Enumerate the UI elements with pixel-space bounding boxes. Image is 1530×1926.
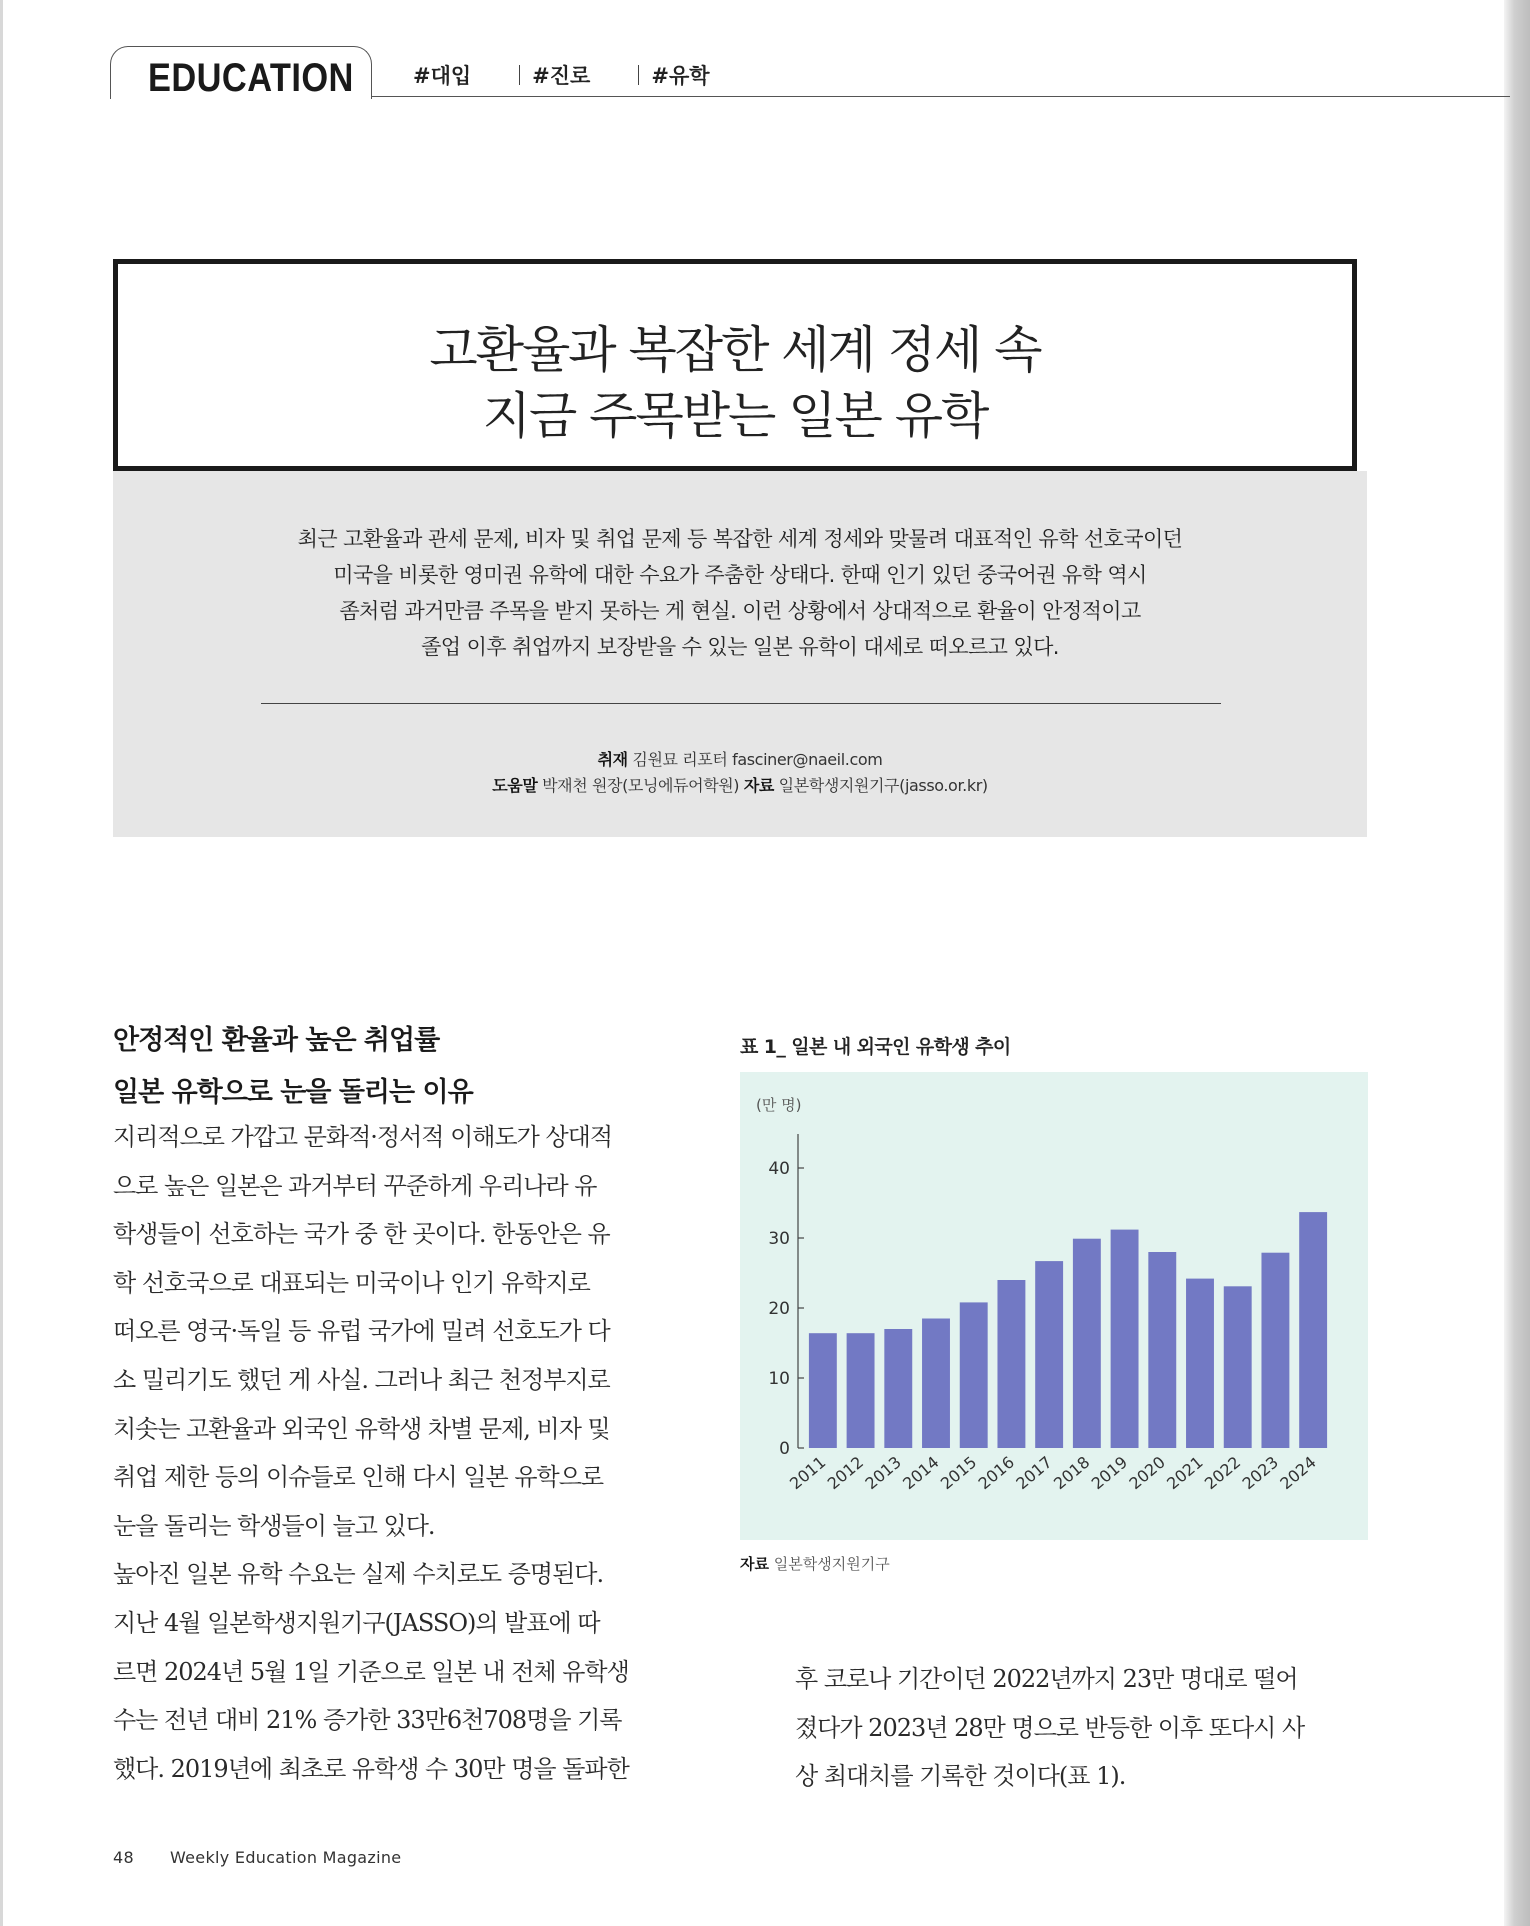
title-box xyxy=(113,259,1357,471)
credit-value: 일본학생지원기구(jasso.or.kr) xyxy=(778,776,988,795)
body-line: 눈을 돌리는 학생들이 늘고 있다. xyxy=(113,1511,435,1540)
page-curl-shadow xyxy=(1504,0,1530,1926)
chart-panel xyxy=(740,1072,1368,1540)
x-tick-label: 2013 xyxy=(861,1452,905,1494)
y-tick-label: 0 xyxy=(779,1439,790,1459)
article-subheading xyxy=(113,1015,473,1119)
summary-box xyxy=(113,471,1367,837)
tag-admission: #대입 xyxy=(413,64,472,88)
x-tick-label: 2018 xyxy=(1050,1452,1094,1494)
chart-source-label: 자료 xyxy=(740,1555,769,1573)
section-label: EDUCATION xyxy=(148,56,354,100)
credit-helper-source xyxy=(113,773,1367,799)
page-edge xyxy=(0,0,3,1926)
tag-career: #진로 xyxy=(532,64,591,88)
summary-line: 졸업 이후 취업까지 보장받을 수 있는 일본 유학이 대세로 떠오르고 있다. xyxy=(421,635,1059,659)
body-line: 학 선호국으로 대표되는 미국이나 인기 유학지로 xyxy=(113,1268,590,1297)
tag-list xyxy=(413,60,710,90)
y-tick-label: 30 xyxy=(768,1229,790,1249)
page-number: 48 xyxy=(113,1848,134,1867)
article-body-right xyxy=(795,1655,1367,1801)
tag-divider xyxy=(638,65,639,85)
x-tick-label: 2020 xyxy=(1125,1452,1169,1494)
title-line-2: 지금 주목받는 일본 유학 xyxy=(482,387,988,445)
body-line: 떠오른 영국·독일 등 유럽 국가에 밀려 선호도가 다 xyxy=(113,1317,610,1346)
bar-2012 xyxy=(847,1333,875,1448)
bar-2013 xyxy=(884,1329,912,1448)
summary-line: 좀처럼 과거만큼 주목을 받지 못하는 게 현실. 이런 상황에서 상대적으로 환율이 안정적이고 xyxy=(339,599,1141,623)
body-line: 치솟는 고환율과 외국인 유학생 차별 문제, 비자 및 xyxy=(113,1414,610,1443)
body-line: 지난 4월 일본학생지원기구(JASSO)의 발표에 따 xyxy=(113,1608,600,1637)
bar-2023 xyxy=(1261,1253,1289,1448)
x-tick-label: 2019 xyxy=(1087,1452,1132,1494)
summary-divider xyxy=(261,703,1221,704)
bar-2016 xyxy=(997,1280,1025,1448)
body-line: 높아진 일본 유학 수요는 실제 수치로도 증명된다. xyxy=(113,1560,604,1589)
body-line: 으로 높은 일본은 과거부터 꾸준하게 우리나라 유 xyxy=(113,1171,597,1200)
y-axis-unit: (만 명) xyxy=(756,1096,802,1114)
x-tick-label: 2021 xyxy=(1163,1452,1207,1494)
credit-label: 자료 xyxy=(743,776,774,795)
x-tick-label: 2014 xyxy=(899,1452,943,1494)
y-tick-label: 20 xyxy=(768,1299,790,1319)
summary-line: 미국을 비롯한 영미권 유학에 대한 수요가 주춤한 상태다. 한때 인기 있던 중국어권 유학 역시 xyxy=(333,563,1147,587)
x-tick-label: 2017 xyxy=(1012,1452,1056,1494)
body-line: 학생들이 선호하는 국가 중 한 곳이다. 한동안은 유 xyxy=(113,1220,610,1249)
x-tick-label: 2016 xyxy=(974,1452,1018,1494)
y-tick-label: 40 xyxy=(768,1159,790,1179)
bar-2020 xyxy=(1148,1252,1176,1448)
subheading-line: 안정적인 환율과 높은 취업률 xyxy=(113,1025,440,1056)
chart-caption: 표 1_ 일본 내 외국인 유학생 추이 xyxy=(740,1036,1011,1058)
body-line: 소 밀리기도 했던 게 사실. 그러나 최근 천정부지로 xyxy=(113,1365,610,1394)
article-body-left xyxy=(113,1113,688,1793)
x-tick-label: 2022 xyxy=(1200,1452,1245,1494)
x-tick-label: 2024 xyxy=(1276,1452,1320,1494)
credit-reporter xyxy=(113,747,1367,773)
bar-chart xyxy=(740,1072,1368,1540)
magazine-name: Weekly Education Magazine xyxy=(169,1848,402,1867)
x-tick-label: 2015 xyxy=(936,1452,981,1494)
bar-2017 xyxy=(1035,1261,1063,1448)
credits xyxy=(113,747,1367,799)
credit-value: 김원묘 리포터 fasciner@naeil.com xyxy=(632,750,883,769)
body-line: 르면 2024년 5월 1일 기준으로 일본 내 전체 유학생 xyxy=(113,1657,629,1686)
page-footer xyxy=(113,1848,401,1867)
bar-2014 xyxy=(922,1319,950,1449)
bar-2015 xyxy=(960,1302,988,1448)
credit-label: 취재 xyxy=(597,750,628,769)
tag-divider xyxy=(519,65,520,85)
body-line: 상 최대치를 기록한 것이다(표 1). xyxy=(795,1762,1126,1791)
bar-2018 xyxy=(1073,1239,1101,1448)
body-line: 졌다가 2023년 28만 명으로 반등한 이후 또다시 사 xyxy=(795,1713,1305,1742)
title-line-1: 고환율과 복잡한 세계 정세 속 xyxy=(429,321,1041,379)
x-tick-label: 2011 xyxy=(786,1452,830,1494)
summary-line: 최근 고환율과 관세 문제, 비자 및 취업 문제 등 복잡한 세계 정세와 맞물려 대표적인 유학 선호국이던 xyxy=(297,527,1183,551)
bar-2022 xyxy=(1224,1286,1252,1448)
chart-source-value: 일본학생지원기구 xyxy=(773,1555,890,1573)
body-line: 지리적으로 가깝고 문화적·정서적 이해도가 상대적 xyxy=(113,1123,613,1151)
x-tick-label: 2023 xyxy=(1238,1452,1282,1494)
credit-label: 도움말 xyxy=(492,776,538,795)
bar-2011 xyxy=(809,1333,837,1448)
body-line: 수는 전년 대비 21% 증가한 33만6천708명을 기록 xyxy=(113,1706,622,1735)
chart-source xyxy=(740,1553,890,1574)
body-line: 후 코로나 기간이던 2022년까지 23만 명대로 떨어 xyxy=(795,1665,1298,1693)
bar-2021 xyxy=(1186,1279,1214,1448)
bar-2019 xyxy=(1111,1230,1139,1448)
body-line: 했다. 2019년에 최초로 유학생 수 30만 명을 돌파한 xyxy=(113,1754,629,1783)
bar-2024 xyxy=(1299,1212,1327,1448)
x-tick-label: 2012 xyxy=(823,1452,868,1494)
summary-text xyxy=(113,521,1367,665)
body-line: 취업 제한 등의 이슈들로 인해 다시 일본 유학으로 xyxy=(113,1463,604,1492)
y-tick-label: 10 xyxy=(768,1369,790,1389)
subheading-line: 일본 유학으로 눈을 돌리는 이유 xyxy=(113,1077,473,1108)
credit-value: 박재천 원장(모닝에듀어학원) xyxy=(542,776,740,795)
tag-study-abroad: #유학 xyxy=(651,64,710,88)
